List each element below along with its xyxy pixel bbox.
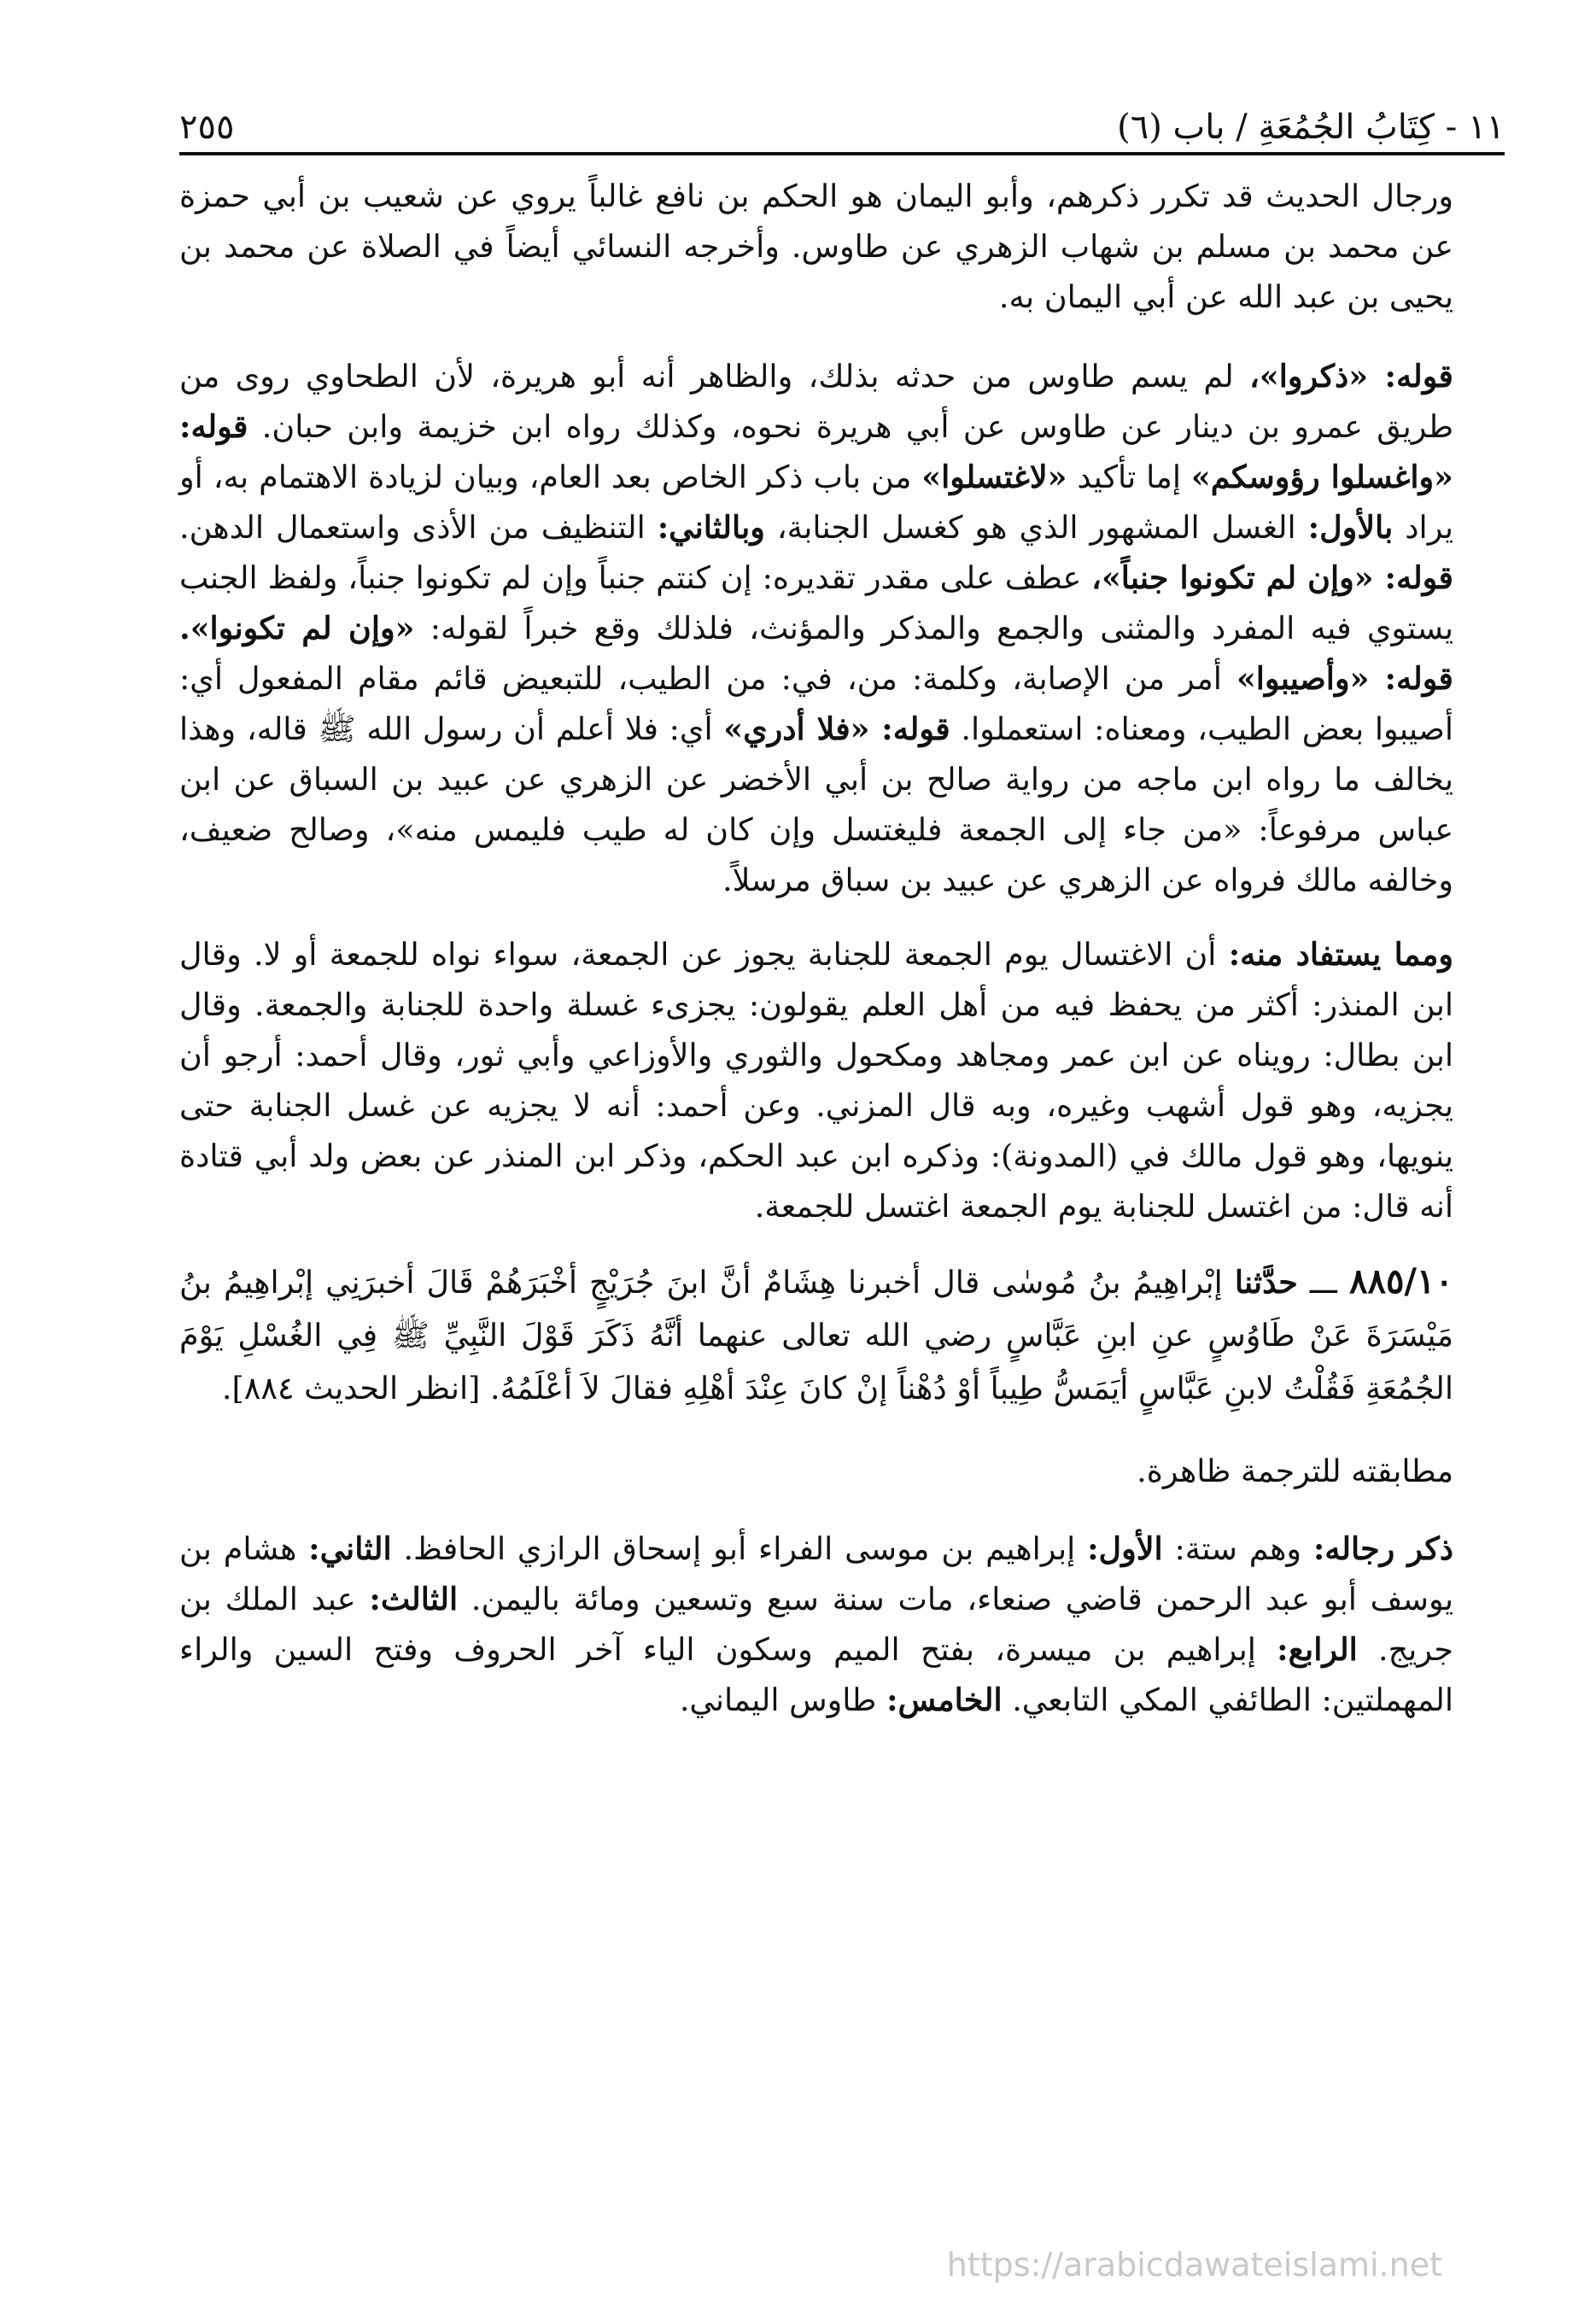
commentary-text: الغسل المشهور الذي هو كغسل الجنابة، xyxy=(764,509,1308,546)
commentary-quote: «وإن لم تكونوا». xyxy=(179,610,415,646)
rijal-text: وهم ستة: xyxy=(1162,1530,1313,1567)
paragraph-text: ورجال الحديث قد تكرر ذكرهم، وأبو اليمان هو الحكم بن نافع غالباً يروي عن شعيب بن أبي حمزة عن محمد بن مسلم بن شهاب الزهري عن طاوس. وأخرجه النسائي أيضاً في الصلاة عن محمد بن يحيى بن عبد الله عن أبي اليمان به. xyxy=(179,178,1453,315)
rijal-third-text: عبد الملك بن جريج. xyxy=(179,1581,1453,1668)
rijal-second-text: هشام بن يوسف أبو عبد الرحمن قاضي صنعاء، مات سنة سبع وتسعين ومائة باليمن. xyxy=(179,1530,1453,1617)
commentary-label: قوله: «فلا أدري» xyxy=(723,711,950,747)
page-body xyxy=(179,171,1505,1749)
watermark-url: https://arabicdawateislami.net xyxy=(946,2246,1442,2284)
paragraph-correspondence xyxy=(179,1446,1505,1496)
benefits-label: ومما يستفاد منه: xyxy=(1228,936,1453,973)
rijal-third-label: الثالث: xyxy=(369,1581,459,1617)
commentary-label: قوله: «وإن لم تكونوا جنباً»، xyxy=(1091,559,1453,596)
rijal-fourth-text: إبراهيم بن ميسرة، بفتح الميم وسكون الياء آخر الحروف وفتح السين والراء المهملتين: الطائفي المكي التابعي. xyxy=(179,1631,1453,1718)
paragraph-rijal xyxy=(179,1524,1505,1725)
commentary-label: قوله: «ذكروا»، xyxy=(1249,358,1453,395)
hadith-haddathana: حدَّثنا xyxy=(1234,1264,1298,1301)
rijal-first-label: الأول: xyxy=(1087,1530,1163,1567)
rijal-first-text: إبراهيم بن موسى الفراء أبو إسحاق الرازي الحافظ. xyxy=(391,1530,1088,1567)
commentary-label: قوله: «واغسلوا رؤوسكم» xyxy=(179,408,1453,495)
commentary-text: التنظيف من الأذى واستعمال الدهن. xyxy=(179,509,658,546)
commentary-text: لم يسم طاوس من حدثه بذلك، والظاهر أنه أبو هريرة، لأن الطحاوي روى من طريق عمرو بن دينار عن طاوس عن أبي هريرة نحوه، وكذلك رواه ابن خزيمة وابن حبان. xyxy=(179,358,1453,445)
commentary-text: عطف على مقدر تقديره: إن كنتم جنباً وإن لم تكونوا جنباً، ولفظ الجنب يستوي فيه المفرد والمثنى والجمع والمذكر والمؤنث، فلذلك وقع خبراً لقوله: xyxy=(179,559,1453,646)
commentary-text: أمر من الإصابة، وكلمة: من، في: من الطيب، للتبعيض قائم مقام المفعول أي: أصيبوا بعض الطيب، ومعناه: استعملوا. xyxy=(179,660,1453,747)
hadith-body: إبْراهِيمُ بنُ مُوسٰى قال أخبرنا هِشَامٌ أنَّ ابنَ جُرَيْجٍ أخْبَرَهُمْ قَالَ أخبرَنِي إبْراهِيمُ بنُ مَيْسَرَةَ عَنْ طَاوُسٍ عنِ ابنِ عَبَّاسٍ رضي الله تعالى عنهما أنَّهُ ذَكَرَ قَوْلَ النَّبِيِّ ﷺ فِي الغُسْلِ يَوْمَ الجُمُعَةِ فَقُلْتُ لابنِ عَبَّاسٍ أيَمَسُّ طِيباً أوْ دُهْناً إنْ كانَ عِنْدَ أهْلِهِ فقالَ لاَ أعْلَمُهُ. [انظر الحديث ٨٨٤]. xyxy=(179,1264,1453,1407)
hadith-text xyxy=(179,1255,1505,1415)
commentary-quote: «لاغتسلوا» xyxy=(921,459,1067,495)
commentary-label: قوله: «وأصيبوا» xyxy=(1236,660,1453,697)
rijal-label: ذكر رجاله: xyxy=(1312,1530,1453,1567)
paragraph-benefits xyxy=(179,929,1505,1231)
rijal-fourth-label: الرابع: xyxy=(1277,1631,1358,1668)
commentary-text: إما تأكيد xyxy=(1067,459,1191,495)
hadith-dash: ـــ xyxy=(1297,1264,1349,1301)
running-title: ١١ - كِتَابُ الجُمُعَةِ / باب (٦) xyxy=(1117,108,1505,147)
rijal-second-label: الثاني: xyxy=(308,1530,392,1567)
commentary-label: وبالثاني: xyxy=(657,509,765,546)
commentary-label: بالأول: xyxy=(1307,509,1394,546)
paragraph-commentary xyxy=(179,351,1505,905)
page-number: ٢٥٥ xyxy=(179,108,235,147)
paragraph-narrators xyxy=(179,171,1505,322)
commentary-text: أي: فلا أعلم أن رسول الله ﷺ قاله، وهذا يخالف ما رواه ابن ماجه من رواية صالح بن أبي الأخضر عن الزهري عن عبيد بن السباق عن ابن عباس مرفوعاً: «من جاء إلى الجمعة فليغتسل وإن كان له طيب فليمس منه»، وصالح ضعيف، وخالفه مالك فرواه عن الزهري عن عبيد بن سباق مرسلاً. xyxy=(179,711,1453,898)
page-header xyxy=(179,85,1505,155)
benefits-text: أن الاغتسال يوم الجمعة للجنابة يجوز عن الجمعة، سواء نواه للجمعة أو لا. وقال ابن المنذر: أكثر من يحفظ فيه من أهل العلم يقولون: يجزىء غسلة واحدة للجنابة والجمعة. وقال ابن بطال: رويناه عن ابن عمر ومجاهد ومكحول والثوري والأوزاعي وأبي ثور، وقال أحمد: أرجو أن يجزيه، وهو قول أشهب وغيره، وبه قال المزني. وعن أحمد: أنه لا يجزيه عن غسل الجنابة حتى ينويها، وهو قول مالك في (المدونة): وذكره ابن عبد الحكم، وذكر ابن المنذر عن بعض ولد أبي قتادة أنه قال: من اغتسل للجنابة يوم الجمعة اغتسل للجمعة. xyxy=(179,936,1453,1225)
correspondence-text: مطابقته للترجمة ظاهرة. xyxy=(1137,1453,1453,1489)
hadith-number: ٨٨٥/١٠ xyxy=(1348,1261,1453,1301)
rijal-fifth-text: طاوس اليماني. xyxy=(679,1681,887,1718)
rijal-fifth-label: الخامس: xyxy=(886,1681,1003,1718)
commentary-text: من باب ذكر الخاص بعد العام، وبيان لزيادة الاهتمام به، أو يراد xyxy=(179,459,1453,546)
